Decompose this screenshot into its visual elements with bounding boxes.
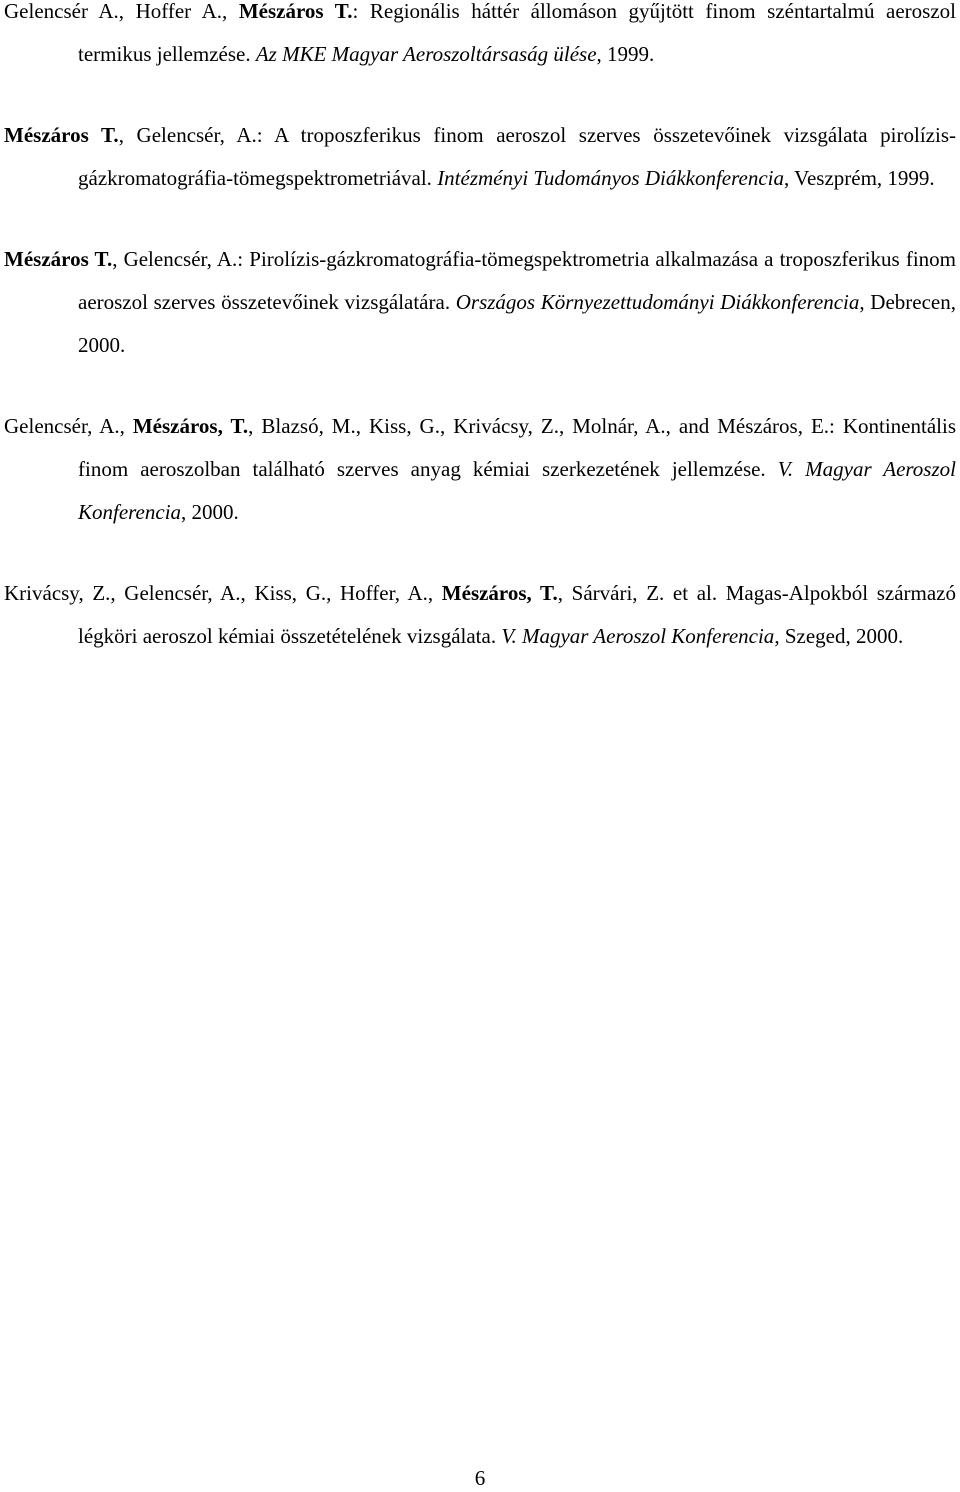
reference-entry xyxy=(4,238,956,367)
reference-author-highlight: Mészáros, T. xyxy=(132,414,249,438)
reference-author-highlight: Mészáros T. xyxy=(4,247,113,271)
reference-title: , Gelencsér, A.: Pirolízis-gázkromatográfia-tömegspektrometria alkalmazása a troposzferikus finom aeroszol szerves összetevőinek vizsgálatára. xyxy=(78,247,956,314)
reference-authors: Krivácsy, Z., Gelencsér, A., Kiss, G., Hoffer, A., xyxy=(4,581,442,605)
reference-venue: V. Magyar Aeroszol Konferencia xyxy=(501,624,775,648)
reference-place-year: , Debrecen, 2000. xyxy=(78,290,956,357)
reference-place-year: , 1999. xyxy=(596,42,655,66)
reference-venue: Intézményi Tudományos Diákkonferencia xyxy=(437,166,784,190)
reference-place-year: , Szeged, 2000. xyxy=(774,624,904,648)
reference-entry xyxy=(4,405,956,534)
reference-author-highlight: Mészáros, T. xyxy=(441,581,558,605)
reference-authors: Gelencsér, A., xyxy=(4,414,133,438)
reference-entry xyxy=(4,572,956,658)
reference-title: , Blazsó, M., Kiss, G., Krivácsy, Z., Molnár, A., and Mészáros, E.: Kontinentális finom aeroszolban található szerves anyag kémiai szerkezetének jellemzése. xyxy=(78,414,956,481)
reference-title: , Gelencsér, A.: A troposzferikus finom aeroszol szerves összetevőinek vizsgálata pirolízis-gázkromatográfia-tömegspektrometriával. xyxy=(78,123,956,190)
reference-venue: Az MKE Magyar Aeroszoltársaság ülése xyxy=(255,42,597,66)
page-number: 6 xyxy=(474,1466,486,1490)
reference-title: : Regionális háttér állomáson gyűjtött finom széntartalmú aeroszol termikus jellemzése. xyxy=(78,0,956,66)
reference-author-highlight: Mészáros T. xyxy=(4,123,119,147)
reference-list xyxy=(4,0,956,696)
reference-venue: Országos Környezettudományi Diákkonferencia xyxy=(455,290,860,314)
reference-entry xyxy=(4,0,956,76)
reference-place-year: , 2000. xyxy=(181,500,239,524)
reference-entry xyxy=(4,114,956,200)
reference-title: , Sárvári, Z. et al. Magas-Alpokból származó légköri aeroszol kémiai összetételének vizsgálata. xyxy=(78,581,956,648)
reference-author-highlight: Mészáros T. xyxy=(238,0,353,23)
reference-authors: Gelencsér A., Hoffer A., xyxy=(4,0,239,23)
reference-place-year: , Veszprém, 1999. xyxy=(784,166,935,190)
reference-venue: V. Magyar Aeroszol Konferencia xyxy=(78,457,956,524)
